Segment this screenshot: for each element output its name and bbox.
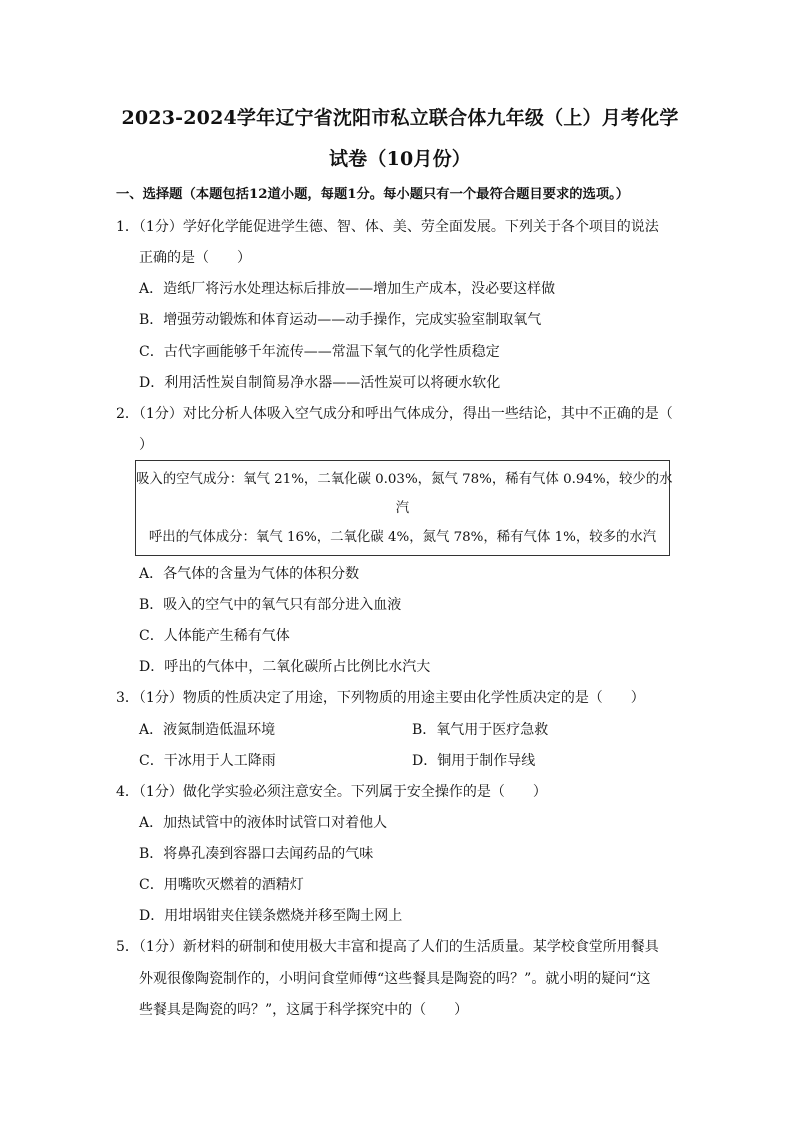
question-4-option-a: A．加热试管中的液体时试管口对着他人 bbox=[139, 815, 388, 831]
exhaled-gas-composition: 呼出的气体成分：氧气 16%，二氧化碳 4%，氮气 78%，稀有气体 1%，较多的水汽 bbox=[148, 530, 657, 545]
question-2-stem: 2．（1分）对比分析人体吸入空气成分和呼出气体成分，得出一些结论，其中不正确的是（ bbox=[116, 406, 673, 422]
question-2-option-d: D．呼出的气体中，二氧化碳所占比例比水汽大 bbox=[139, 659, 431, 675]
question-4-stem: 4．（1分）做化学实验必须注意安全。下列属于安全操作的是（ ） bbox=[116, 784, 547, 800]
question-3-option-c: C．干冰用于人工降雨 bbox=[139, 753, 276, 769]
inhaled-air-composition: 吸入的空气成分：氧气 21%，二氧化碳 0.03%，氮气 78%，稀有气体 0.94%，较少的水 bbox=[136, 472, 673, 487]
question-3-option-b: B．氧气用于医疗急救 bbox=[412, 722, 549, 738]
question-5-stem-cont-1: 外观很像陶瓷制作的，小明问食堂师傅“这些餐具是陶瓷的吗？”。就小明的疑问“这 bbox=[139, 971, 651, 987]
question-5-stem-cont-2: 些餐具是陶瓷的吗？”，这属于科学探究中的（ ） bbox=[139, 1002, 469, 1018]
question-4-option-d: D．用坩埚钳夹住镁条燃烧并移至陶土网上 bbox=[139, 908, 403, 924]
question-1-option-d: D．利用活性炭自制简易净水器——活性炭可以将硬水软化 bbox=[139, 375, 501, 391]
gas-composition-table bbox=[135, 460, 673, 556]
question-2-option-a: A．各气体的含量为气体的体积分数 bbox=[139, 566, 360, 582]
question-2-option-b: B．吸入的空气中的氧气只有部分进入血液 bbox=[139, 597, 402, 613]
question-4-option-b: B．将鼻孔凑到容器口去闻药品的气味 bbox=[139, 846, 374, 862]
question-3-stem: 3．（1分）物质的性质决定了用途，下列物质的用途主要由化学性质决定的是（ ） bbox=[116, 690, 645, 706]
question-5-stem: 5．（1分）新材料的研制和使用极大丰富和提高了人们的生活质量。某学校食堂所用餐具 bbox=[116, 939, 659, 955]
question-3-option-a: A．液氮制造低温环境 bbox=[139, 722, 276, 738]
question-3-option-d: D．铜用于制作导线 bbox=[412, 753, 536, 769]
document-title-line-2: 试卷（10月份） bbox=[328, 148, 472, 170]
section-heading: 一、选择题（本题包括12道小题，每题1分。每小题只有一个最符合题目要求的选项。） bbox=[116, 187, 630, 202]
question-1-option-c: C．古代字画能够千年流传——常温下氧气的化学性质稳定 bbox=[139, 344, 500, 360]
question-1-option-b: B．增强劳动锻炼和体育运动——动手操作，完成实验室制取氧气 bbox=[139, 312, 542, 328]
question-2-stem-cont: ） bbox=[139, 437, 153, 453]
document-title-line-1: 2023-2024学年辽宁省沈阳市私立联合体九年级（上）月考化学 bbox=[121, 107, 679, 129]
question-4-option-c: C．用嘴吹灭燃着的酒精灯 bbox=[139, 877, 304, 893]
question-1-option-a: A．造纸厂将污水处理达标后排放——增加生产成本，没必要这样做 bbox=[139, 281, 556, 297]
question-2-option-c: C．人体能产生稀有气体 bbox=[139, 628, 290, 644]
inhaled-air-composition-cont: 汽 bbox=[395, 501, 410, 516]
question-1-stem-cont: 正确的是（ ） bbox=[139, 250, 251, 266]
question-1-stem: 1．（1分）学好化学能促进学生德、智、体、美、劳全面发展。下列关于各个项目的说法 bbox=[116, 219, 659, 235]
